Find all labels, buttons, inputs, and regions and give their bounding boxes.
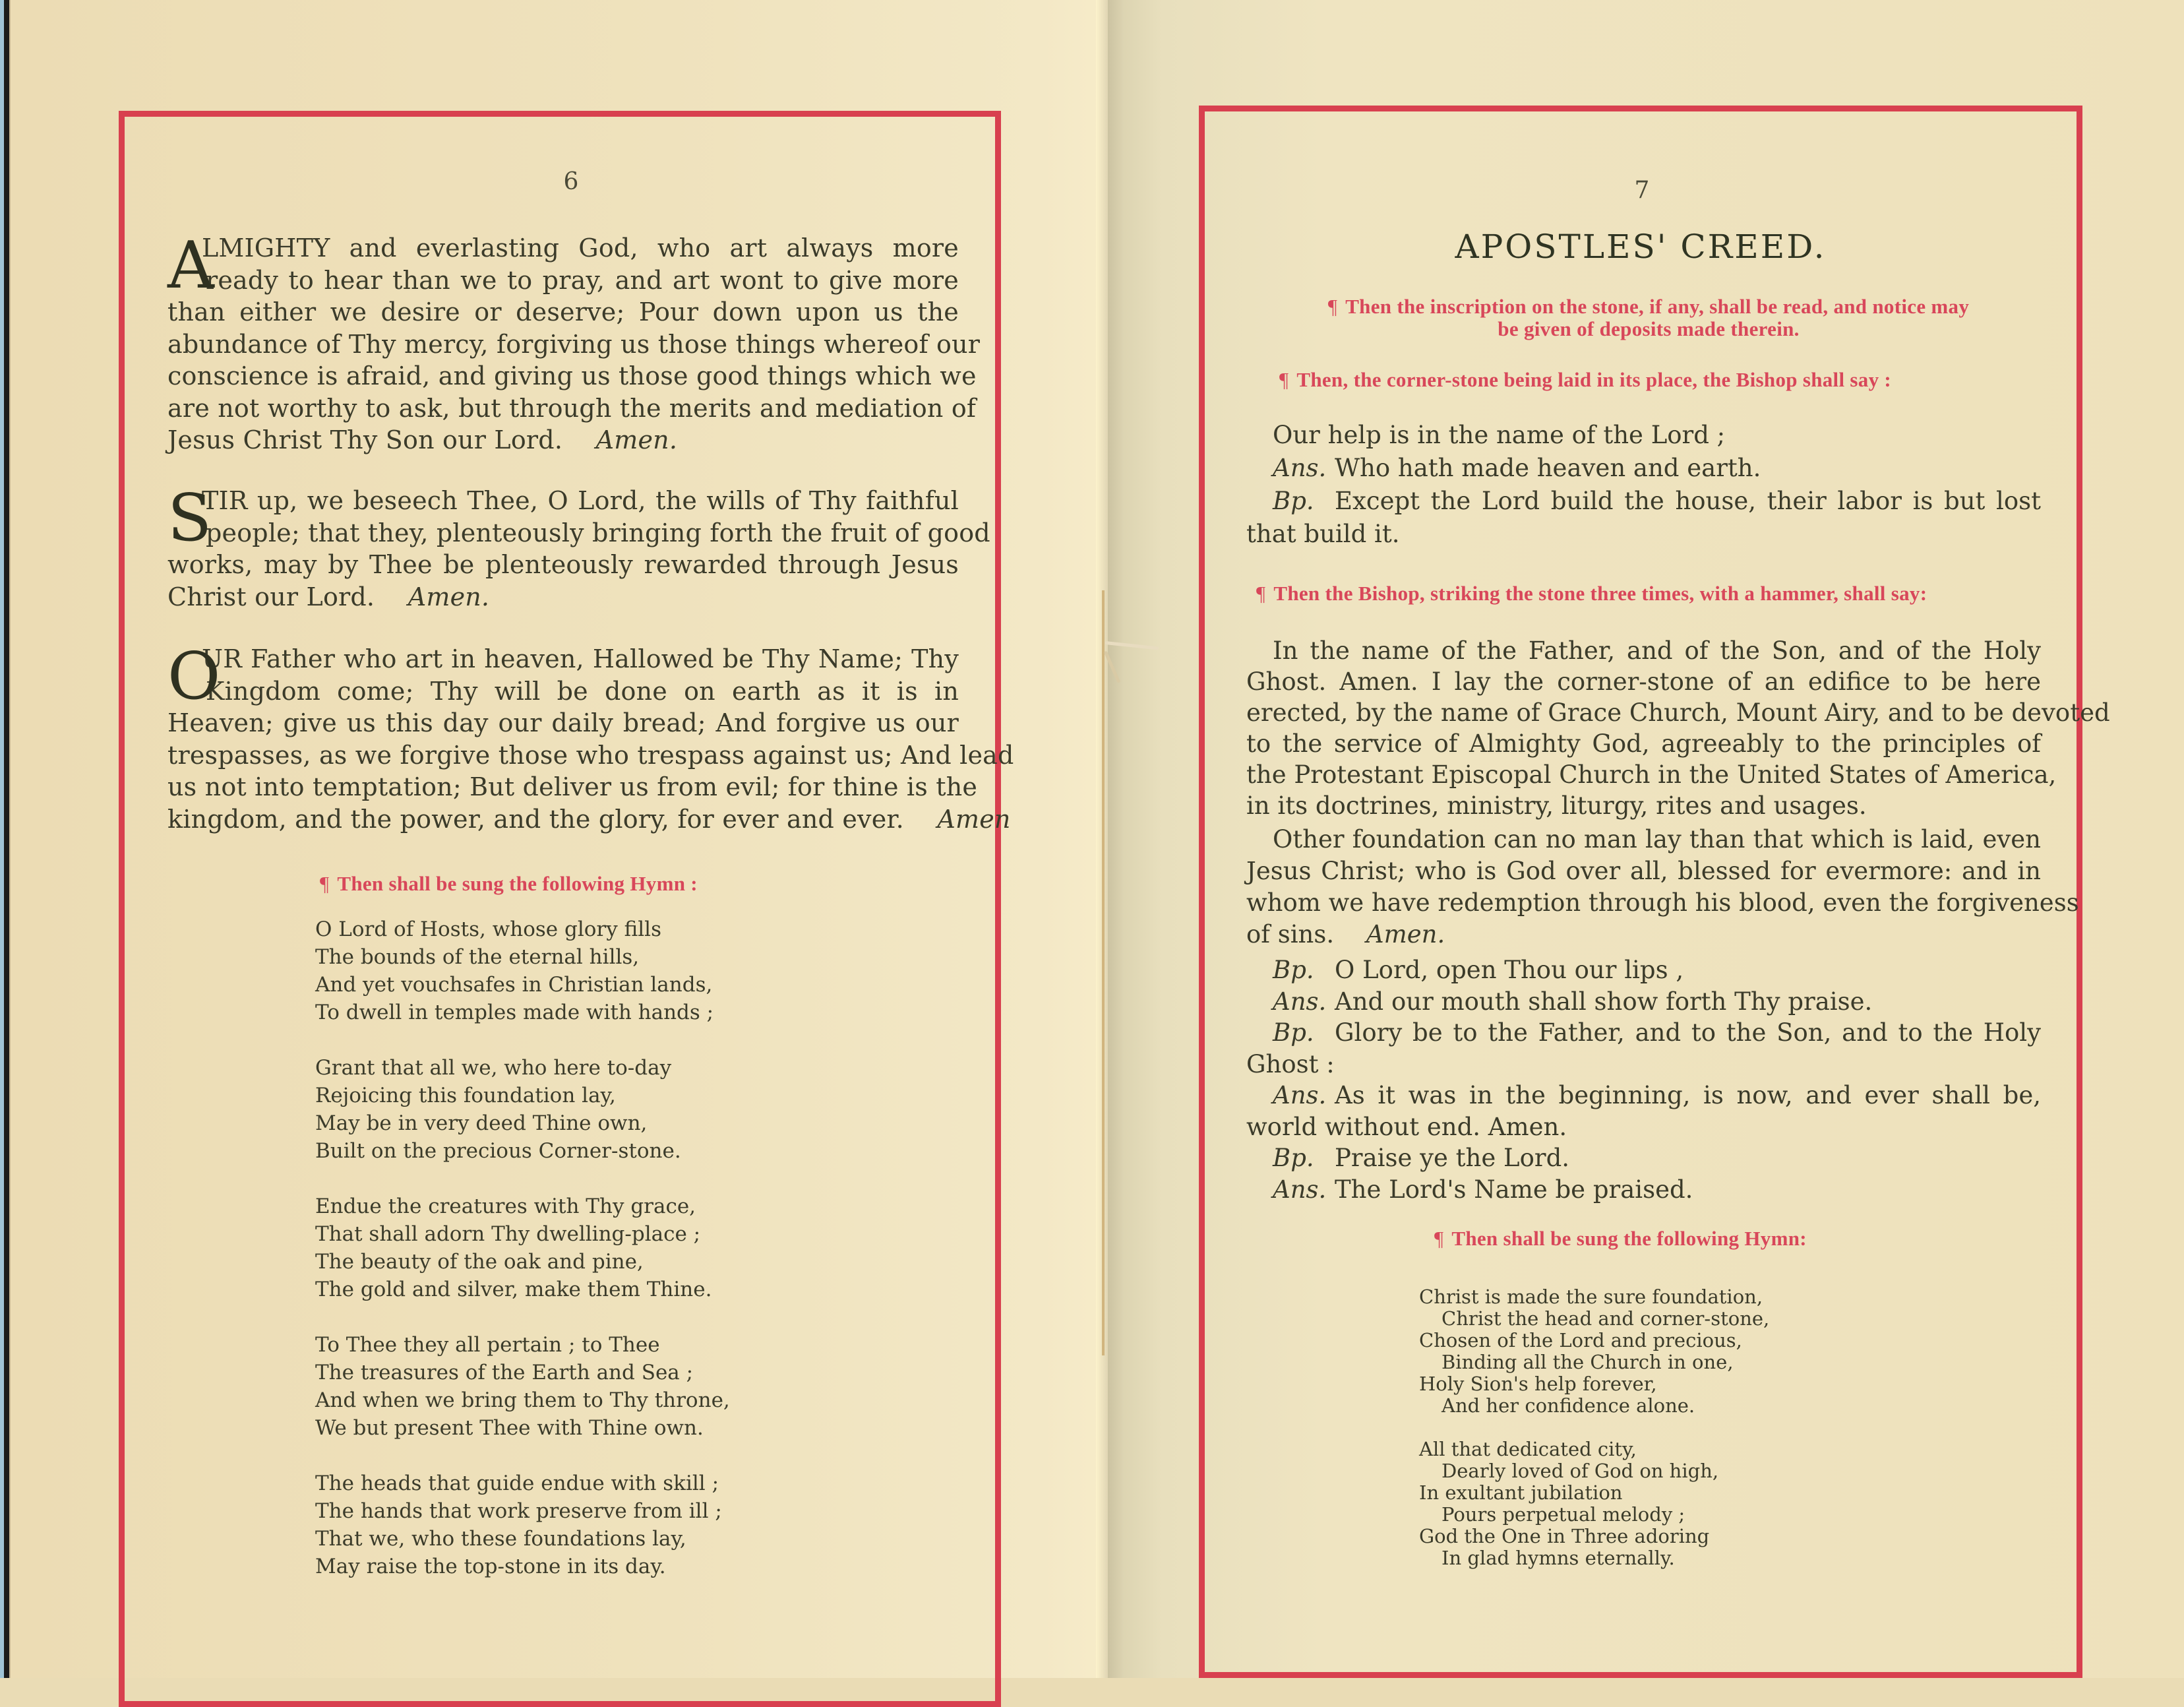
speaker-label: Ans.: [1273, 1175, 1327, 1204]
hymn-line: Dearly loved of God on high,: [1441, 1460, 1719, 1482]
hymn-stanza: [315, 1193, 730, 1303]
speaker-label: Ans.: [1273, 1081, 1327, 1109]
hymn-line: May raise the top-stone in its day.: [315, 1555, 666, 1578]
hymn-stanza: [315, 1331, 730, 1442]
collect-line: [167, 771, 978, 803]
versicle-line: [1246, 1079, 2041, 1111]
foundation-line-text: whom we have redemption through his blood, even the forgiveness: [1246, 888, 2079, 917]
collect-line: [167, 739, 1014, 772]
speaker-label: Bp.: [1273, 487, 1314, 515]
hymn-line: In glad hymns eternally.: [1441, 1547, 1675, 1569]
rubric-text: Then the inscription on the stone, if any, shall be read, and notice may: [1345, 295, 1970, 318]
foundation-line: [1246, 918, 2041, 950]
versicle-text: O Lord, open Thou our lips ,: [1335, 956, 1684, 984]
amen-text: Amen.: [408, 582, 490, 611]
rubric-text: Then shall be sung the following Hymn:: [1451, 1227, 1807, 1250]
rubric-corner-stone: [1279, 368, 1891, 392]
hymn-line: To Thee they all pertain ; to Thee: [315, 1333, 660, 1357]
book-gutter: [1096, 0, 1122, 1678]
page-number-left: 6: [563, 168, 579, 195]
versicle-line: [1246, 1142, 2041, 1173]
hymn-line: Holy Sion's help forever,: [1419, 1373, 1657, 1395]
hymn-line: Pours perpetual melody ;: [1441, 1503, 1685, 1526]
hymn-line: The gold and silver, make them Thine.: [315, 1278, 712, 1301]
hymn-line: O Lord of Hosts, whose glory fills: [315, 917, 662, 941]
collect-line-text: people; that they, plenteously bringing forth the fruit of good: [206, 518, 990, 547]
collect-line: [167, 392, 977, 425]
drop-cap: A: [167, 228, 214, 303]
hymn-line: Christ is made the sure foundation,: [1419, 1286, 1763, 1308]
collect-line: [167, 232, 959, 264]
rubric-text: Then shall be sung the following Hymn :: [337, 872, 698, 895]
foundation-line-text: of sins.: [1246, 920, 1335, 948]
declaration-line: erected, by the name of Grace Church, Mount Airy, and to be devoted: [1246, 698, 2110, 727]
versicle-text: And our mouth shall show forth Thy praise.: [1335, 987, 1873, 1016]
collect-line-text: abundance of Thy mercy, forgiving us those things whereof our: [167, 329, 981, 359]
collect-line: [167, 360, 977, 392]
hymn-line: That shall adorn Thy dwelling-place ;: [315, 1222, 701, 1246]
declaration-line: to the service of Almighty God, agreeably to the principles of: [1246, 729, 2041, 758]
collect-line: [167, 485, 959, 517]
rubric-text: be given of deposits made therein.: [1498, 317, 1800, 340]
pilcrow-icon: ¶: [1327, 295, 1338, 318]
hymn-line: The beauty of the oak and pine,: [315, 1250, 644, 1274]
hymn-right: [1419, 1286, 1769, 1591]
hymn-line: Endue the creatures with Thy grace,: [315, 1195, 696, 1218]
collect-line-text: LMIGHTY and everlasting God, who art always more: [202, 233, 959, 263]
collect-line-text: Kingdom come; Thy will be done on earth as it is in: [206, 676, 959, 706]
hymn-line: The treasures of the Earth and Sea ;: [315, 1361, 694, 1384]
amen-text: Amen.: [595, 425, 678, 454]
versicle-continuation: Ghost :: [1246, 1049, 1335, 1078]
rubric-text: Then, the corner-stone being laid in its place, the Bishop shall say :: [1296, 368, 1892, 391]
hymn-line: All that dedicated city,: [1419, 1438, 1637, 1460]
collect-paragraph: [167, 639, 1014, 835]
hymn-line: May be in very deed Thine own,: [315, 1111, 648, 1135]
versicle-line: [1246, 954, 2041, 985]
collect-line: [167, 328, 981, 361]
collect-line: [167, 675, 959, 708]
speaker-label: Ans.: [1273, 987, 1327, 1016]
hymn-stanza: [1419, 1286, 1769, 1417]
hymn-stanza: [1419, 1439, 1769, 1569]
speaker-label: Bp.: [1273, 1018, 1314, 1047]
collect-line-text: ready to hear than we to pray, and art wont to give more: [206, 265, 959, 295]
pilcrow-icon: ¶: [320, 872, 330, 895]
foundation-line-text: Jesus Christ; who is God over all, blessed for evermore: and in: [1246, 857, 2041, 885]
declaration: [1246, 635, 2110, 821]
versicle-text: Who hath made heaven and earth.: [1335, 454, 1761, 482]
collect-line-text: are not worthy to ask, but through the merits and mediation of: [167, 393, 977, 423]
hymn-stanza: [315, 916, 730, 1026]
collect-line: [167, 264, 959, 297]
hymn-rubric-left: [320, 872, 698, 896]
declaration-line: Ghost. Amen. I lay the corner-stone of an edifice to be here: [1246, 667, 2041, 696]
rubric-inscription: [1253, 295, 2044, 340]
collect-line-text: Christ our Lord.: [167, 582, 375, 611]
hymn-line: And her confidence alone.: [1441, 1394, 1695, 1417]
hymn-line: Rejoicing this foundation lay,: [315, 1084, 616, 1107]
versicle-text: Glory be to the Father, and to the Son, and to the Holy: [1335, 1018, 2041, 1047]
collect-line: [167, 643, 959, 675]
hymn-stanza: [315, 1054, 730, 1165]
hymn-rubric-right: [1434, 1227, 1807, 1251]
collect-line-text: kingdom, and the power, and the glory, for ever and ever.: [167, 804, 904, 834]
hymn-line: In exultant jubilation: [1419, 1481, 1623, 1504]
versicles-opening: [1246, 419, 2041, 551]
versicle-line: [1246, 419, 2041, 452]
hymn-line: Christ the head and corner-stone,: [1441, 1307, 1770, 1330]
declaration-line: the Protestant Episcopal Church in the United States of America,: [1246, 760, 2057, 789]
drop-cap: O: [167, 639, 221, 714]
collect-line: [167, 707, 959, 739]
collect-line: [167, 296, 959, 328]
collect-line-text: conscience is afraid, and giving us those good things which we: [167, 361, 977, 390]
speaker-label: Bp.: [1273, 956, 1314, 984]
versicle-line: [1246, 1173, 2041, 1205]
foundation-line-text: Other foundation can no man lay than that which is laid, even: [1273, 825, 2041, 854]
pilcrow-icon: ¶: [1256, 582, 1266, 605]
hymn-line: The bounds of the eternal hills,: [315, 945, 640, 969]
hymn-line: And yet vouchsafes in Christian lands,: [315, 973, 713, 997]
scanner-edge: [0, 0, 11, 1678]
collect-line-text: Jesus Christ Thy Son our Lord.: [167, 425, 563, 454]
hymn-line: To dwell in temples made with hands ;: [315, 1001, 714, 1024]
versicle-text: that build it.: [1246, 520, 1400, 548]
collect-line: [167, 581, 959, 613]
collect-line-text: us not into temptation; But deliver us from evil; for thine is the: [167, 772, 978, 801]
collect-line: [167, 803, 1011, 836]
collect-line-text: TIR up, we beseech Thee, O Lord, the wills of Thy faithful: [202, 486, 959, 515]
versicle-line: [1246, 985, 2041, 1017]
foundation-line: [1246, 855, 2041, 886]
versicle-text: Our help is in the name of the Lord ;: [1273, 421, 1726, 449]
versicle-line: [1246, 485, 2041, 518]
collect-line-text: UR Father who art in heaven, Hallowed be Thy Name; Thy: [202, 644, 959, 673]
versicle-line: [1246, 1016, 2041, 1048]
collect-line: [167, 424, 959, 456]
hymn-line: That we, who these foundations lay,: [315, 1527, 686, 1551]
hymn-line: The heads that guide endue with skill ;: [315, 1472, 719, 1495]
foundation-paragraph: [1246, 823, 2079, 950]
hymn-line: The hands that work preserve from ill ;: [315, 1499, 722, 1523]
versicle-continuation: world without end. Amen.: [1246, 1112, 1567, 1141]
hymn-stanza: [315, 1470, 730, 1580]
versicle-text: Except the Lord build the house, their labor is but lost: [1335, 487, 2041, 515]
declaration-line: In the name of the Father, and of the Son, and of the Holy: [1273, 636, 2041, 665]
pilcrow-icon: ¶: [1434, 1227, 1444, 1250]
speaker-label: Ans.: [1273, 454, 1327, 482]
hymn-line: God the One in Three adoring: [1419, 1525, 1710, 1547]
collect-paragraph: [167, 228, 981, 456]
collect-line: [167, 549, 959, 581]
amen-text: Amen: [937, 804, 1011, 834]
speaker-label: Bp.: [1273, 1144, 1314, 1172]
versicle-line: [1246, 452, 2041, 485]
hymn-line: Binding all the Church in one,: [1441, 1351, 1734, 1373]
collect-line-text: than either we desire or deserve; Pour down upon us the: [167, 297, 959, 326]
hymn-line: We but present Thee with Thine own.: [315, 1416, 704, 1440]
versicle-text: As it was in the beginning, is now, and ever shall be,: [1335, 1081, 2041, 1109]
hymn-line: Chosen of the Lord and precious,: [1419, 1329, 1742, 1351]
rubric-text: Then the Bishop, striking the stone three times, with a hammer, shall say:: [1273, 582, 1927, 605]
declaration-line: in its doctrines, ministry, liturgy, rites and usages.: [1246, 791, 1867, 820]
hymn-line: Grant that all we, who here to-day: [315, 1056, 672, 1080]
versicle-text: The Lord's Name be praised.: [1335, 1175, 1693, 1204]
versicles-closing: [1246, 954, 2041, 1204]
page-number-right: 7: [1634, 177, 1650, 204]
versicle-line: [1246, 518, 2041, 551]
drop-cap: S: [167, 481, 212, 556]
pilcrow-icon: ¶: [1279, 368, 1289, 391]
foundation-line: [1246, 823, 2041, 855]
amen-text: Amen.: [1366, 920, 1445, 948]
collect-line-text: Heaven; give us this day our daily bread; And forgive us our: [167, 708, 959, 737]
hymn-left: [315, 916, 730, 1608]
versicle-text: Praise ye the Lord.: [1335, 1144, 1570, 1172]
rubric-bishop-strikes: [1256, 582, 1927, 605]
foundation-line: [1246, 886, 2079, 918]
collect-line: [167, 517, 990, 549]
collect-line-text: works, may by Thee be plenteously rewarded through Jesus: [167, 550, 959, 579]
page-title: APOSTLES' CREED.: [1455, 228, 1827, 266]
hymn-line: And when we bring them to Thy throne,: [315, 1388, 730, 1412]
collect-line-text: trespasses, as we forgive those who trespass against us; And lead: [167, 740, 1014, 770]
hymn-line: Built on the precious Corner-stone.: [315, 1139, 681, 1163]
collect-paragraph: [167, 481, 990, 613]
binding-thread: [1102, 590, 1105, 1355]
